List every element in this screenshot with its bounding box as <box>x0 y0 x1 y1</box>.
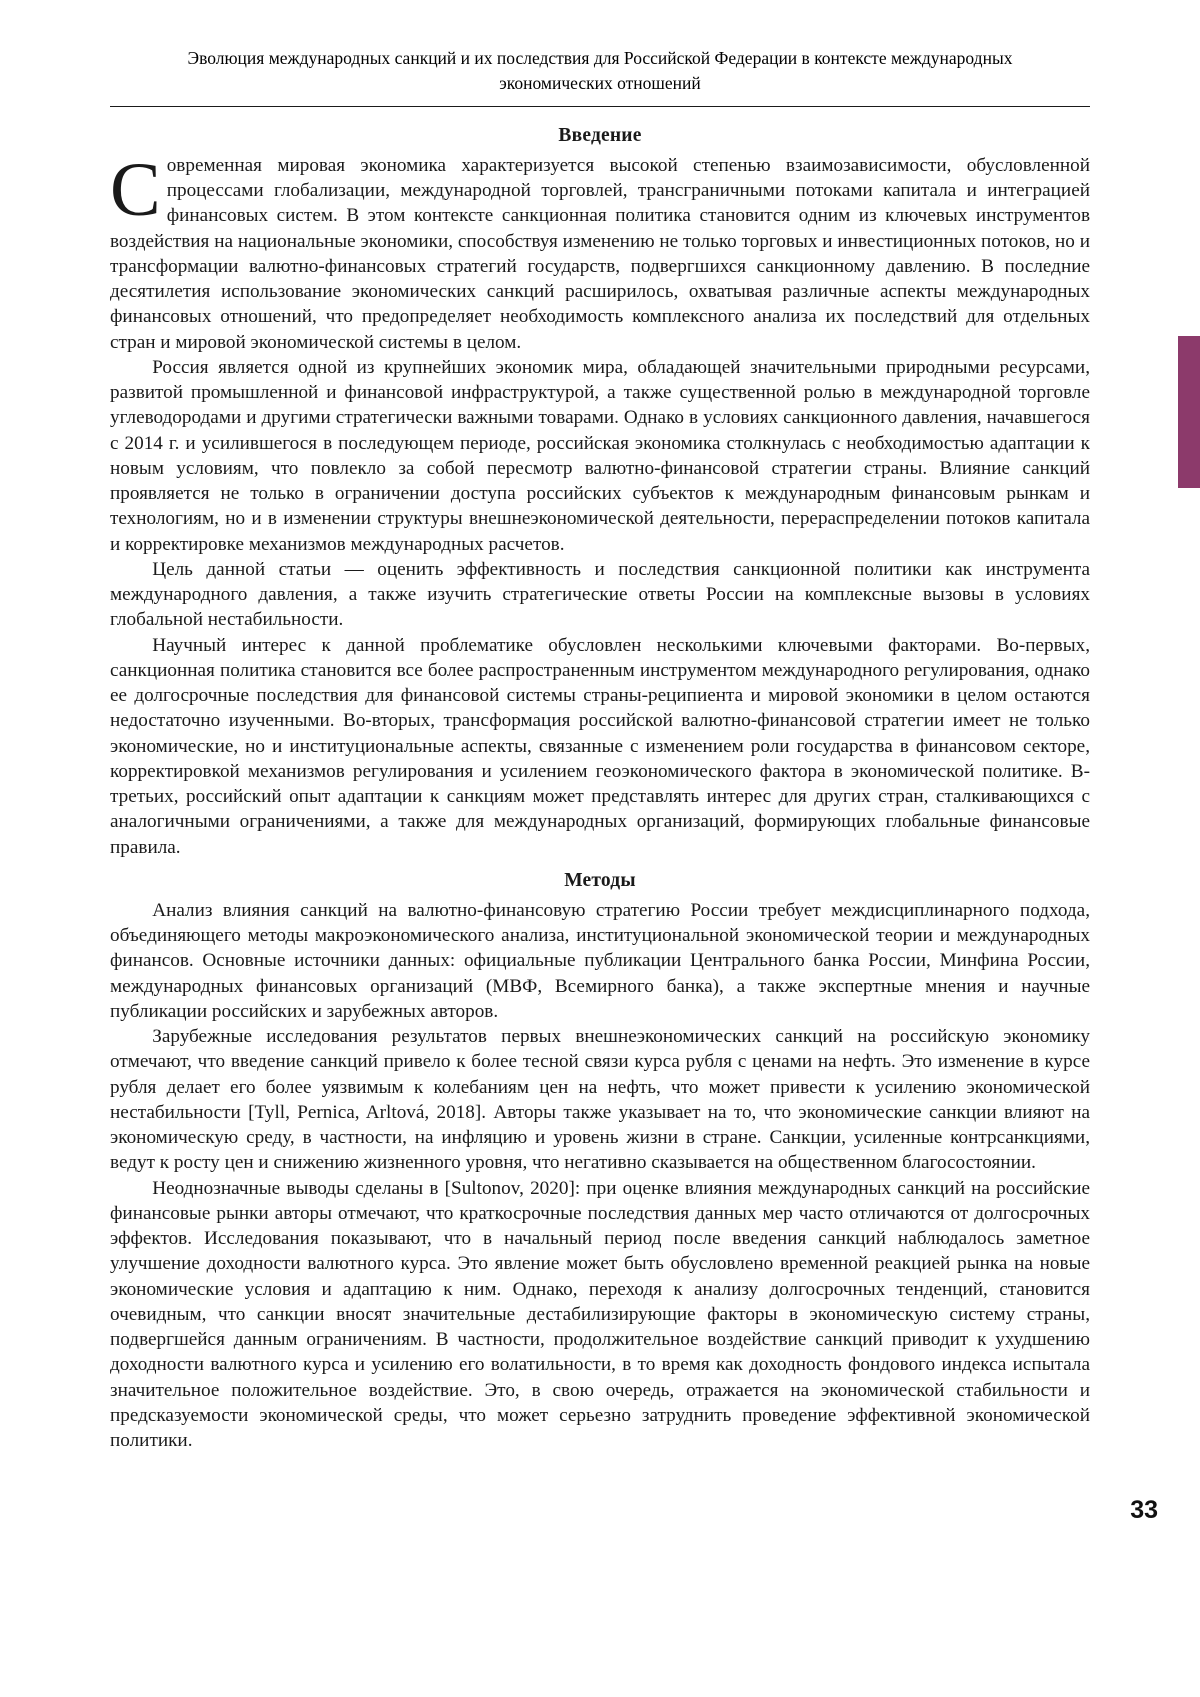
paragraph-intro-3: Цель данной статьи — оценить эффективность и последствия санкционной политики как инструмента международного давления, а также изучить стратегические ответы России на комплексные вызовы в условиях глобальной нестабильности. <box>110 558 1090 631</box>
header-divider <box>110 106 1090 107</box>
paragraph-methods-3: Неоднозначные выводы сделаны в [Sultonov, 2020]: при оценке влияния международных санкций на российские финансовые рынки авторы отмечают, что краткосрочные последствия данных мер часто отличаются от долгосрочных эффектов. Исследования показывают, что в начальный период после введения санкций наблюдалось заметное улучшение доходности валютного курса. Это явление может быть обусловлено временной реакцией рынка на новые экономические условия и адаптацию к ним. Однако, переходя к анализу долгосрочных тенденций, становится очевидным, что санкции вносят значительные дестабилизирующие факторы в экономическую систему страны, подвергшейся данным ограничениям. В частности, продолжительное воздействие санкций приводит к ухудшению доходности валютного курса и усилению его волатильности, в то время как доходность фондового индекса испытала значительное положительное воздействие. Это, в свою очередь, отражается на экономической стабильности и предсказуемости экономической среды, что может серьезно затруднить проведение эффективной экономической политики. <box>110 1177 1090 1451</box>
paragraph-intro-4: Научный интерес к данной проблематике обусловлен несколькими ключевыми факторами. Во-первых, санкционная политика становится все более распространенным инструментом международного регулирования, однако ее долгосрочные последствия для финансовой системы страны-реципиента и мировой экономики в целом остаются недостаточно изученными. Во-вторых, трансформация российской валютно-финансовой стратегии имеет не только экономические, но и институциональные аспекты, связанные с изменением роли государства в финансовом секторе, корректировкой механизмов регулирования и усилением геоэкономического фактора в экономической политике. В-третьих, российский опыт адаптации к санкциям может представлять интерес для других стран, сталкивающихся с аналогичными ограничениями, а также для международных организаций, формирующих глобальные финансовые правила. <box>110 634 1090 858</box>
section-heading-introduction: Введение <box>558 124 642 146</box>
page-content <box>110 46 1090 1453</box>
drop-cap: С <box>110 147 161 232</box>
paragraph-methods-1: Анализ влияния санкций на валютно-финансовую стратегию России требует междисциплинарного подхода, объединяющего методы макроэкономического анализа, институциональной экономической теории и международных финансов. Основные источники данных: официальные публикации Центрального банка России, Минфина России, международных финансовых организаций (МВФ, Всемирного банка), а также экспертные мнения и научные публикации российских и зарубежных авторов. <box>110 899 1090 1022</box>
section-heading-methods: Методы <box>564 869 636 891</box>
paragraph-block-intro-1 <box>110 147 1090 355</box>
page-edge-marker <box>1178 336 1200 488</box>
paragraph-intro-1: овременная мировая экономика характеризуется высокой степенью взаимозависимости, обусловленной процессами глобализации, международной торговлей, трансграничными потоками капитала и интеграцией финансовых систем. В этом контексте санкционная политика становится одним из ключевых инструментов воздействия на национальные экономики, способствуя изменению не только торговых и инвестиционных потоков, но и трансформации валютно-финансовых стратегий государств, подвергшихся санкционному давлению. В последние десятилетия использование экономических санкций расширилось, охватывая различные аспекты международных финансовых отношений, что предопределяет необходимость комплексного анализа их последствий для отдельных стран и мировой экономической системы в целом. <box>110 154 1090 353</box>
running-head: Эволюция международных санкций и их последствия для Российской Федерации в контексте международных экономических отношений <box>187 48 1013 94</box>
page-number: 33 <box>1130 1496 1158 1524</box>
paragraph-methods-2: Зарубежные исследования результатов первых внешнеэкономических санкций на российскую экономику отмечают, что введение санкций привело к более тесной связи курса рубля с ценами на нефть. Это изменение в курсе рубля делает его более уязвимым к колебаниям цен на нефть, что может привести к усилению экономической нестабильности [Tyll, Pernica, Arltová, 2018]. Авторы также указывает на то, что экономические санкции влияют на экономическую среду, в частности, на инфляцию и уровень жизни в стране. Санкции, усиленные контрсанкциями, ведут к росту цен и снижению жизненного уровня, что негативно сказывается на общественном благосостоянии. <box>110 1026 1090 1174</box>
paragraph-intro-2: Россия является одной из крупнейших экономик мира, обладающей значительными природными ресурсами, развитой промышленной и финансовой инфраструктурой, а также существенной ролью в международной торговле углеводородами и другими стратегически важными товарами. Однако в условиях санкционного давления, начавшегося с 2014 г. и усилившегося в последующем периоде, российская экономика столкнулась с необходимостью адаптации к новым условиям, что повлекло за собой пересмотр валютно-финансовой стратегии страны. Влияние санкций проявляется не только в ограничении доступа российских субъектов к международным финансовым рынкам и технологиям, но и в изменении структуры внешнеэкономической деятельности, перераспределении потоков капитала и корректировке механизмов международных расчетов. <box>110 356 1090 555</box>
